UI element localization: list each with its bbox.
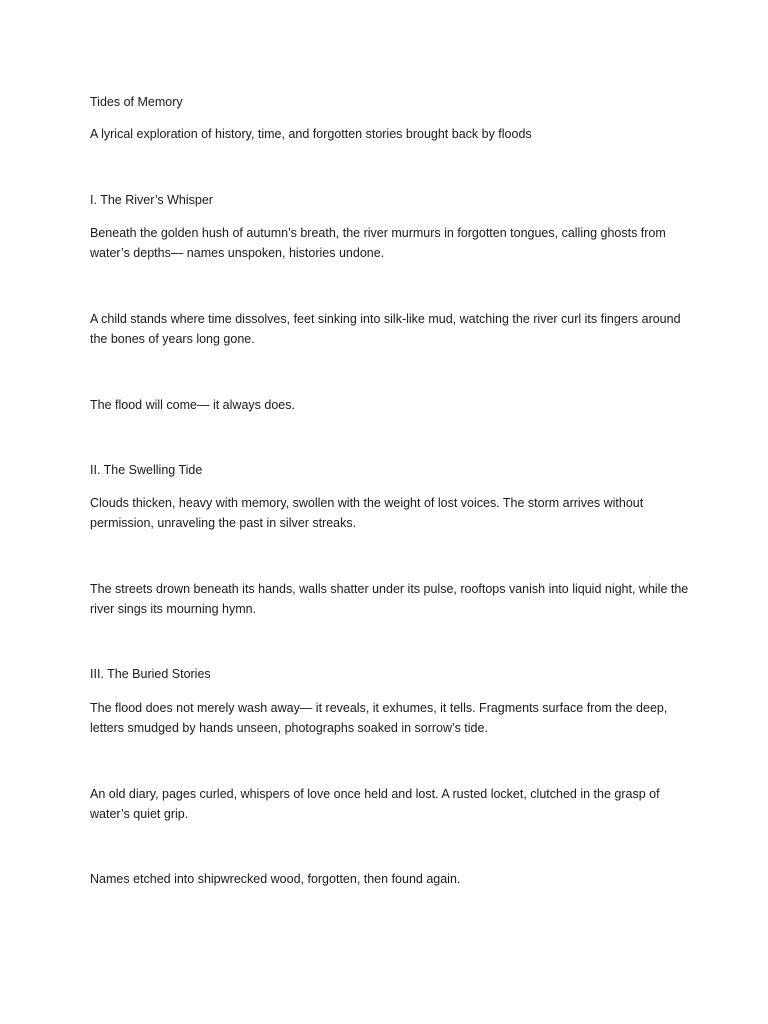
paragraph: The streets drown beneath its hands, walls shatter under its pulse, rooftops vanish into liquid night, while the river sings its mourning hymn.	[90, 582, 689, 616]
section-heading: III. The Buried Stories	[90, 667, 211, 681]
document-title: Tides of Memory	[90, 95, 183, 109]
section-heading: I. The River’s Whisper	[90, 193, 213, 207]
paragraph: An old diary, pages curled, whispers of love once held and lost. A rusted locket, clutched in the grasp of water’s quiet grip.	[90, 787, 660, 821]
paragraph: Names etched into shipwrecked wood, forgotten, then found again.	[90, 872, 461, 886]
document-subtitle: A lyrical exploration of history, time, and forgotten stories brought back by floods	[90, 127, 532, 141]
paragraph: Beneath the golden hush of autumn’s breath, the river murmurs in forgotten tongues, calling ghosts from water’s depths— names unspoken, histories undone.	[90, 226, 666, 260]
paragraph: The flood will come— it always does.	[90, 398, 295, 412]
paragraph: The flood does not merely wash away— it reveals, it exhumes, it tells. Fragments surface from the deep, letters smudged by hands unseen, photographs soaked in sorrow’s tide.	[90, 701, 668, 735]
section-heading: II. The Swelling Tide	[90, 463, 203, 477]
paragraph: A child stands where time dissolves, feet sinking into silk-like mud, watching the river curl its fingers around the bones of years long gone.	[90, 312, 681, 346]
paragraph: Clouds thicken, heavy with memory, swollen with the weight of lost voices. The storm arrives without permission, unraveling the past in silver streaks.	[90, 496, 644, 530]
